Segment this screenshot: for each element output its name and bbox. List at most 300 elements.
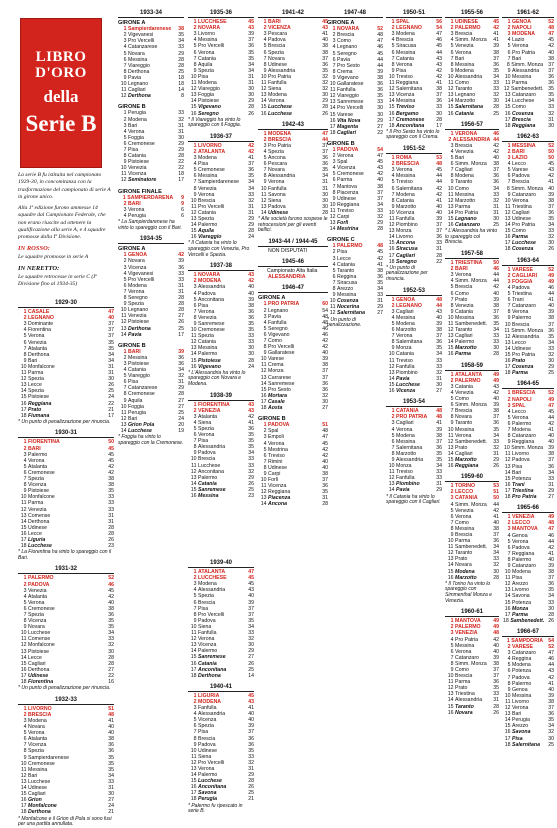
points-cell: 41 (322, 31, 328, 38)
points-cell: 46 (548, 656, 554, 663)
points-cell: 29 (248, 216, 254, 222)
points-cell: 50 (493, 260, 499, 267)
team-cell: Derthona (28, 666, 50, 673)
points-cell: 22 (178, 159, 184, 166)
team-cell: Arezzo (337, 286, 354, 293)
rank-cell: 1 (332, 146, 336, 153)
points-cell: 40 (322, 37, 328, 44)
team-cell: Savona (268, 191, 286, 198)
points-cell: 31 (493, 209, 499, 216)
team-cell: LEGNANO (396, 302, 422, 309)
team-cell: NOVARA (337, 26, 360, 33)
points-cell: 47 (436, 31, 442, 38)
rank-cell: 1 (507, 266, 511, 273)
rank-cell: 3 (123, 122, 127, 129)
rank-cell: 14 (504, 717, 511, 724)
rank-cell: 5 (332, 171, 336, 178)
rank-cell: 9 (507, 686, 511, 693)
points-cell: 35 (248, 747, 254, 754)
points-cell: 32 (493, 197, 499, 204)
rank-cell: 2 (507, 25, 511, 32)
team-cell: Piacenza (268, 495, 291, 502)
points-cell: 28 (377, 226, 383, 233)
points-cell: 35 (377, 279, 383, 286)
team-cell: Vicenza (28, 482, 47, 489)
team-cell: Spezia (198, 333, 214, 340)
team-cell: Udinese (268, 209, 289, 216)
rank-cell: 13 (504, 92, 511, 99)
points-cell: 40 (108, 315, 114, 322)
team-cell: Vita Nova (337, 117, 361, 124)
rank-cell: 18 (20, 412, 27, 419)
team-cell: Genoa (512, 686, 528, 693)
points-cell: 35 (248, 49, 254, 56)
rank-cell: 5 (263, 446, 267, 453)
season-block (445, 251, 499, 358)
team-cell: MODENA (268, 130, 292, 137)
rank-cell: 2 (391, 302, 395, 309)
rank-cell: 4 (507, 656, 511, 663)
team-cell: Cagliari (455, 167, 473, 174)
rank-cell: 11 (505, 451, 511, 458)
rank-cell: 13 (504, 711, 511, 718)
team-cell: Verona (128, 128, 145, 135)
rank-cell: 10 (388, 73, 395, 80)
team-cell: Vicenza (128, 171, 147, 178)
rank-cell: 6 (332, 273, 336, 280)
points-cell: 50 (493, 495, 499, 502)
points-cell: 36 (436, 444, 442, 451)
rank-cell: 10 (20, 630, 27, 637)
rank-cell: 18 (504, 370, 511, 377)
team-cell: Piacenza (337, 189, 359, 196)
team-cell: Spal (337, 159, 348, 166)
team-cell: Taranto (455, 420, 473, 427)
rank-cell: 1 (332, 243, 336, 250)
team-cell: PADOVA (28, 581, 50, 588)
rank-cell: 13 (190, 642, 197, 649)
rank-cell: 3 (193, 155, 197, 162)
team-cell: Savona (512, 729, 531, 736)
points-cell: 32 (178, 116, 184, 123)
points-cell: 45 (248, 575, 254, 582)
rank-cell: 11 (121, 313, 127, 320)
season-block (327, 141, 383, 232)
rank-cell: 12 (120, 93, 127, 100)
points-cell: 36 (178, 354, 184, 361)
points-cell: 17 (178, 177, 184, 184)
points-cell: 47 (108, 309, 114, 316)
rank-cell: 12 (447, 86, 454, 93)
rank-cell: 7 (23, 476, 27, 483)
team-cell: VARESE (512, 644, 533, 651)
points-cell: 34 (493, 544, 499, 551)
rank-cell: 13 (388, 228, 395, 235)
points-cell: 40 (377, 177, 383, 184)
rank-cell: 15 (447, 216, 454, 222)
points-cell: 35 (436, 345, 442, 352)
points-cell: 36 (322, 155, 328, 162)
team-cell: LECCO (455, 489, 474, 496)
points-cell: 40 (548, 433, 554, 440)
points-cell: 45 (108, 451, 114, 458)
points-cell: 32 (248, 468, 254, 475)
rank-cell: 15 (388, 104, 395, 111)
team-cell: Treviso (268, 452, 285, 459)
points-cell: 40 (248, 711, 254, 718)
team-cell: Pro Vercelli (337, 105, 364, 112)
rank-cell: 13 (20, 648, 27, 655)
team-cell: Vicenza (396, 388, 416, 395)
rank-cell: 6 (391, 438, 395, 445)
team-cell: Sanremese (337, 99, 364, 106)
team-cell: Novara (28, 724, 45, 731)
team-cell: Spezia (198, 216, 214, 222)
points-cell: 36 (322, 483, 328, 490)
team-cell: Simm. Monza (511, 445, 543, 452)
points-cell: 44 (493, 136, 499, 143)
team-cell: BARI (128, 348, 141, 355)
team-cell: Como (512, 228, 526, 235)
team-cell: Verona (28, 333, 45, 340)
rank-cell: 8 (507, 433, 511, 440)
points-cell: 40 (322, 350, 328, 357)
points-cell: 38 (436, 327, 442, 334)
points-cell: 46 (436, 37, 442, 44)
points-cell: 33 (493, 191, 499, 198)
season-title: 1936-37 (188, 134, 254, 142)
team-cell: Fanfulla (198, 705, 217, 712)
table-row (258, 501, 328, 507)
rank-cell: 1 (391, 19, 395, 26)
points-cell: 48 (377, 32, 383, 39)
team-cell: Messina (198, 493, 219, 500)
team-cell: Lucchese (28, 630, 51, 637)
team-cell: Brescia (512, 116, 531, 123)
points-cell: 39 (436, 321, 442, 327)
team-cell: Modena (198, 80, 217, 87)
points-cell: 23 (108, 543, 114, 550)
rank-cell: 12 (20, 642, 27, 649)
rank-cell: 16 (504, 605, 511, 612)
footnote: * La Sampierdarenese ha vinto lo spareggio con il Bari. (118, 219, 182, 231)
rank-cell: 4 (263, 37, 267, 44)
team-cell: VENEZIA (198, 407, 221, 414)
rank-cell: 3 (263, 434, 267, 441)
points-cell: 35 (548, 333, 554, 340)
team-cell: Palermo (512, 315, 532, 322)
team-cell: Novara (28, 624, 45, 631)
team-cell: Livorno (198, 31, 216, 38)
rank-cell: 4 (332, 165, 336, 172)
team-cell: Modena (512, 427, 531, 433)
points-cell: 48 (377, 243, 383, 250)
team-cell: Prato (455, 556, 468, 563)
team-cell: Foggia (128, 403, 144, 410)
season-block (502, 381, 554, 500)
rank-cell: 16 (447, 351, 454, 358)
points-cell: 35 (436, 450, 442, 457)
team-cell: Perugia (128, 110, 146, 117)
rank-cell: 10 (329, 298, 336, 305)
team-cell: Salernitana (337, 310, 365, 317)
rank-cell: 17 (504, 487, 511, 494)
team-cell: Brescia (455, 673, 473, 680)
team-cell: Genoa (512, 532, 528, 539)
points-cell: 35 (548, 216, 554, 222)
table-row (188, 796, 254, 802)
team-cell: Vicenza (198, 717, 217, 724)
team-cell: Monza (512, 605, 529, 612)
points-cell: 39 (436, 426, 442, 433)
season-block (445, 363, 499, 470)
team-cell: Alessandria (396, 456, 424, 463)
team-cell: Pistoiese (28, 648, 50, 655)
points-cell: 36 (493, 420, 499, 427)
rank-cell: 18 (20, 679, 27, 686)
rank-cell: 2 (507, 148, 511, 155)
rank-cell: 2 (263, 428, 267, 435)
team-cell: Cremonese (396, 116, 425, 123)
points-cell: 36 (493, 179, 499, 186)
points-cell: 43 (493, 383, 499, 390)
points-cell: 48 (436, 408, 442, 415)
team-cell: Aquila (128, 397, 143, 404)
points-cell: 33 (248, 339, 254, 346)
table-row (258, 405, 328, 411)
team-cell: Cosenza (512, 110, 534, 117)
points-cell: 33 (178, 270, 184, 277)
team-cell: Pro Vercelli (198, 43, 225, 50)
team-cell: Bari (455, 55, 465, 62)
team-cell: LIGURIA (198, 692, 220, 699)
points-cell: 31 (248, 80, 254, 87)
team-cell: Modena (198, 155, 217, 162)
rank-cell: 1 (23, 705, 27, 712)
rank-cell: 7 (391, 55, 395, 62)
team-cell: Brescia (455, 284, 473, 291)
rank-cell: 12 (120, 177, 127, 184)
rank-cell: 9 (23, 357, 27, 364)
table-row (258, 274, 328, 280)
points-cell: 34 (493, 432, 499, 439)
team-cell: Messina (337, 292, 357, 299)
team-cell: Como (268, 338, 282, 344)
rank-cell: 4 (23, 593, 27, 600)
team-cell: Crema (268, 362, 284, 369)
team-cell: Pavia (396, 487, 410, 494)
points-cell: 28 (178, 62, 184, 69)
rank-cell: 12 (388, 363, 395, 370)
rank-cell: 3 (450, 630, 454, 637)
rank-cell: 3 (23, 718, 27, 724)
team-cell: Venezia (28, 506, 47, 513)
rank-cell: 9 (123, 397, 127, 404)
team-cell: Palermo (455, 339, 475, 346)
team-cell: Simm. Monza (455, 501, 487, 508)
rank-cell: 18 (388, 122, 395, 129)
rank-cell: 11 (261, 483, 267, 490)
season-block (445, 474, 499, 604)
table-row (188, 111, 254, 117)
team-cell: Alessandria (198, 444, 226, 451)
rank-cell: 9 (507, 67, 511, 74)
points-cell: 27 (178, 313, 184, 320)
team-cell: Pescara (268, 161, 288, 168)
rank-cell: 3 (123, 360, 127, 367)
points-cell: 32 (493, 92, 499, 99)
rank-cell: 8 (332, 189, 336, 196)
rank-cell: 4 (391, 426, 395, 433)
team-cell: Triestina (512, 203, 532, 210)
rank-cell: 14 (190, 222, 197, 229)
team-cell: Pisa (337, 249, 348, 256)
standings-column (445, 10, 499, 721)
points-cell: 42 (493, 142, 499, 149)
points-cell: 50 (108, 439, 114, 446)
points-cell: 38 (493, 660, 499, 667)
rank-cell: 13 (388, 481, 395, 488)
team-cell: FIORENTINA (198, 401, 230, 408)
rank-cell: 18 (504, 494, 511, 501)
season-title: 1940-41 (188, 684, 254, 692)
points-cell: 54 (377, 146, 383, 153)
points-cell: 28 (548, 611, 554, 618)
season-block (386, 399, 442, 506)
points-cell: 38 (548, 197, 554, 204)
rank-cell: 8 (391, 450, 395, 457)
points-cell: 34 (436, 463, 442, 470)
points-cell: 49 (493, 618, 499, 625)
team-cell: Brescia (455, 31, 473, 38)
team-cell: Parma (455, 351, 471, 358)
points-cell: 54 (548, 638, 554, 644)
season-block (445, 609, 499, 716)
points-cell: 33 (248, 191, 254, 198)
points-cell: 33 (548, 475, 554, 482)
rank-cell: 9 (507, 562, 511, 569)
points-cell: 42 (322, 446, 328, 453)
points-cell: 40 (548, 303, 554, 310)
rank-cell: 12 (190, 759, 197, 766)
rank-cell: 16 (388, 388, 395, 395)
rank-cell: 15 (190, 654, 197, 661)
rank-cell: 6 (123, 56, 127, 63)
team-cell: Sanremese (198, 486, 226, 493)
team-cell: Padova (512, 284, 530, 291)
team-cell: Padova (198, 741, 216, 748)
team-cell: Padova (512, 674, 530, 681)
points-cell: 53 (493, 483, 499, 490)
team-cell: Cosenza (337, 298, 359, 305)
rank-cell: 10 (504, 197, 511, 204)
team-cell: Verona (28, 457, 45, 464)
rank-cell: 1 (193, 692, 197, 699)
points-cell: 14 (248, 672, 254, 679)
team-cell: Anconitana (198, 296, 224, 303)
rank-cell: 3 (450, 272, 454, 279)
points-cell: 43 (248, 272, 254, 279)
team-cell: Pisa (128, 379, 139, 386)
rank-cell: 14 (504, 469, 511, 476)
rank-cell: 9 (391, 203, 395, 210)
team-cell: Brescia (455, 408, 473, 415)
points-cell: 40 (248, 593, 254, 600)
team-cell: Cosenza (512, 246, 534, 253)
team-cell: Vicenza (198, 642, 217, 649)
team-cell: BRESCIA (28, 711, 52, 718)
points-cell: 29 (548, 487, 554, 494)
rank-cell: 11 (448, 432, 454, 439)
rank-cell: 17 (190, 790, 197, 797)
points-cell: 35 (548, 717, 554, 724)
points-cell: 22 (377, 129, 383, 136)
team-cell: Treviso (396, 73, 413, 80)
team-cell: Brescia (512, 321, 530, 328)
rank-cell: 4 (263, 148, 267, 155)
team-cell: Varese (512, 167, 529, 174)
points-cell: 52 (377, 26, 383, 33)
team-cell: Triestina (455, 691, 475, 698)
team-cell: Marzotto (455, 98, 476, 105)
rank-cell: 3 (332, 255, 336, 262)
team-cell: Bari (512, 711, 522, 718)
points-cell: 43 (548, 668, 554, 675)
team-cell: Marzotto (455, 197, 476, 204)
season-block (188, 134, 254, 258)
team-cell: Verona (396, 426, 413, 433)
points-cell: 36 (493, 61, 499, 68)
points-cell: 19 (178, 428, 184, 434)
points-cell: 47 (548, 31, 554, 38)
rank-cell: 8 (23, 351, 27, 358)
rank-cell: 5 (332, 50, 336, 57)
rank-cell: 11 (389, 80, 395, 87)
rank-cell: 13 (329, 99, 336, 106)
points-cell: 51 (493, 489, 499, 496)
team-cell: Cosenza (512, 364, 534, 371)
rank-cell: 8 (193, 185, 197, 192)
rank-cell: 13 (260, 374, 267, 381)
team-cell: Pistoiese (128, 360, 150, 367)
team-cell: Foggia (128, 134, 144, 141)
team-cell: Livorno (512, 698, 530, 705)
rank-cell: 7 (263, 458, 267, 465)
rank-cell: 14 (20, 518, 27, 525)
points-cell: 33 (178, 276, 184, 283)
rank-cell: 8 (193, 611, 197, 618)
team-cell: Novara (455, 709, 473, 716)
points-cell: 17 (436, 122, 442, 129)
team-cell: Potenza (512, 599, 532, 606)
points-cell: 35 (248, 444, 254, 451)
team-cell: Vigevanesi (128, 270, 154, 277)
points-cell: 31 (322, 179, 328, 186)
rank-cell: 6 (507, 297, 511, 304)
footnote: * Un punto di penalizzazione per rinuncia. (18, 418, 111, 425)
rank-cell: 10 (504, 321, 511, 328)
points-cell: 39 (493, 654, 499, 661)
points-cell: 39 (377, 68, 383, 75)
rank-cell: 7 (193, 438, 197, 445)
team-cell: Udinese (268, 61, 288, 68)
points-cell: 36 (548, 327, 554, 334)
rank-cell: 12 (504, 457, 511, 464)
rank-cell: 8 (123, 153, 127, 160)
rank-cell: 3 (391, 167, 395, 174)
team-cell: Mortara (268, 392, 288, 399)
points-cell: 27 (548, 494, 554, 501)
